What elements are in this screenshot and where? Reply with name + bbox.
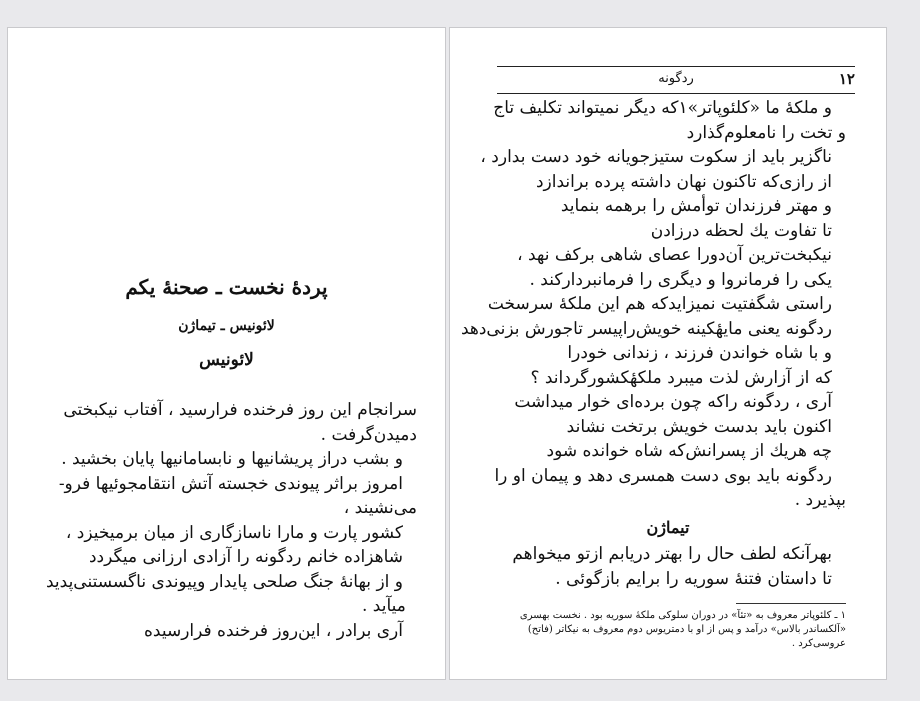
verse-line: سرانجام این روز فرخنده فرارسید ، آفتاب نیکبختی (63, 400, 417, 420)
verse-line: و با شاه خواندن فرزند ، زندانی خودرا (567, 343, 832, 363)
verse-line: ردگونه یعنی مایهٔکینه خویش‌راپیسر تاجورش بزنی‌دهد (460, 318, 832, 339)
footnote-rule (736, 603, 846, 604)
verse-line: راستی شگفتیت نمیزایدکه هم این ملکهٔ سرسخت (487, 294, 832, 314)
left-verse (17, 398, 417, 643)
verse-line: و از بهانهٔ جنگ صلحی پایدار وپیوندی ناگسستنی‌پدید (45, 571, 403, 592)
verse-line: آری برادر ، این‌روز فرخنده فرارسیده (143, 620, 403, 641)
footnote-line: «آلکساندر بالاس» درآمد و پس از او با دمتریوس دوم معروف به نیکاتر (فاتح) (527, 624, 846, 635)
right-page (449, 27, 887, 680)
verse-line: شاهزاده خانم ردگونه را آزادی ارزانی میگردد (88, 547, 403, 567)
verse-line: اکنون باید بدست خویش برتخت نشاند (566, 416, 832, 437)
verse-line: یکی را فرمانروا و دیگری را فرمانبردارکند . (529, 269, 832, 290)
verse-line: از رازی‌که تاکنون نهان داشته پرده براندازد (535, 171, 832, 192)
verse-line: ناگزیر باید از سکوت ستیزجویانه خود دست بدارد ، (480, 147, 832, 167)
verse-line: و ملکهٔ ما «کلئوپاتر»۱که دیگر نمیتواند تکلیف تاج (493, 98, 832, 118)
verse-line: و تخت را نامعلوم‌گذارد (686, 122, 846, 143)
verse-line: بهرآنکه لطف حال را بهتر دریابم ازتو میخواهم (512, 544, 832, 564)
page-header (497, 66, 855, 94)
verse-line: ردگونه باید بوی دست همسری دهد و پیمان او را (494, 465, 832, 486)
right-verse-2 (456, 542, 846, 591)
footnote-line: ۱ ـ کلئوپاتر معروف به «تئآ» در دوران سلوکی ملکهٔ سوریه بود . نخست بهسری (519, 610, 846, 621)
verse-line: و بشب دراز پریشانیها و نابسامانیها پایان بخشید . (61, 449, 403, 469)
running-title: ردگونه (658, 71, 694, 86)
verse-line: می‌نشیند ، (343, 498, 417, 518)
footnote-line: عروسی‌کرد . (791, 638, 846, 649)
verse-line: که از آزارش لذت میبرد ملکهٔکشورگرداند ؟ (530, 367, 832, 388)
verse-line: میآید . (362, 596, 406, 616)
verse-line: و مهتر فرزندان توأمش را برهمه بنماید (560, 196, 832, 216)
verse-line: تا داستان فتنهٔ سوریه را برایم بازگوئی . (555, 568, 832, 589)
verse-line: آری ، ردگونه راکه چون برده‌ای خوار میداشت (514, 392, 832, 412)
page-number: ۱۲ (838, 70, 855, 88)
left-page (7, 27, 446, 680)
speaker-name: لائونیس (199, 350, 254, 370)
verse-line: چه هریك از پسرانش‌که شاه خوانده شود (546, 441, 832, 461)
speaker-name: تیماژن (646, 518, 690, 537)
verse-line: نیکبخت‌ترین آن‌دورا عصای شاهی برکف نهد ، (517, 245, 832, 265)
footnote (476, 609, 846, 651)
verse-line: کشور پارت و مارا ناسازگاری از میان برمیخیزد ، (65, 522, 403, 543)
verse-line: امروز براثر پیوندی خجسته آتش انتقامجوئیها فرو- (58, 473, 403, 494)
scene-title: پردهٔ نخست ـ صحنهٔ یکم (125, 275, 328, 299)
right-verse (456, 96, 846, 513)
verse-line: تا تفاوت یك لحظه درزادن (650, 220, 832, 241)
cast-list: لائونیس ـ تیماژن (178, 318, 275, 334)
verse-line: بپذیرد . (794, 490, 846, 510)
verse-line: دمیدن‌گرفت . (320, 424, 417, 445)
